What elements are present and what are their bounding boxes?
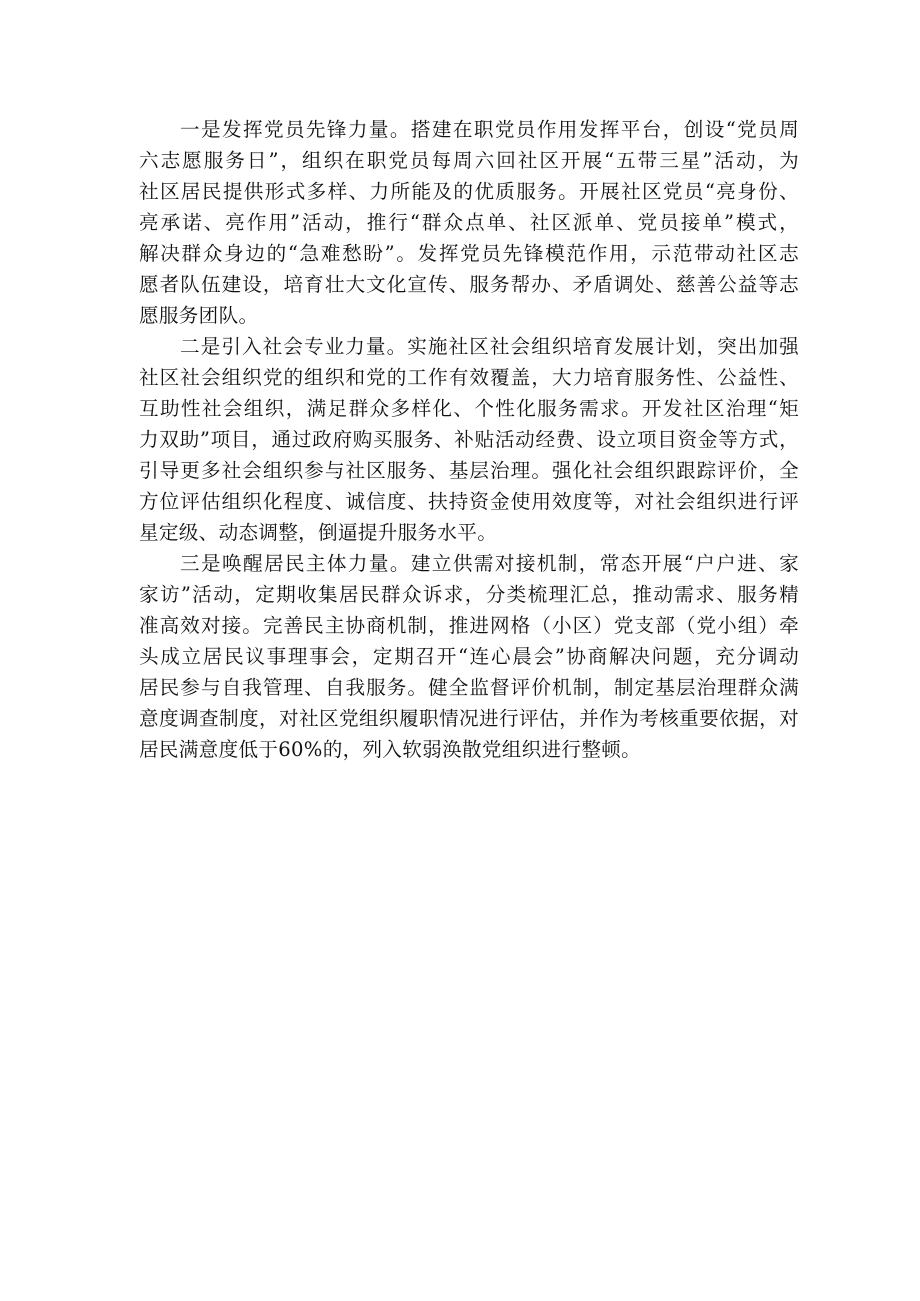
paragraph-line: 互助性社会组织，满足群众多样化、个性化服务需求。开发社区治理“矩 [139, 397, 799, 420]
paragraph-3 [139, 548, 799, 765]
paragraph-line: 亮承诺、亮作用”活动，推行“群众点单、社区派单、党员接单”模式， [139, 211, 799, 234]
paragraph-line: 愿服务团队。 [139, 304, 259, 327]
paragraph-line: 社区社会组织党的组织和党的工作有效覆盖，大力培育服务性、公益性、 [139, 366, 799, 389]
paragraph-line: 方位评估组织化程度、诚信度、扶持资金使用效度等，对社会组织进行评 [139, 490, 799, 513]
paragraph-line: 居民参与自我管理、自我服务。健全监督评价机制，制定基层治理群众满 [139, 676, 799, 699]
paragraph-1 [139, 114, 799, 331]
paragraph-line: 三是唤醒居民主体力量。建立供需对接机制，常态开展“户户进、家 [180, 552, 799, 575]
paragraph-line: 二是引入社会专业力量。实施社区社会组织培育发展计划，突出加强 [180, 335, 799, 358]
paragraph-line: 解决群众身边的“急难愁盼”。发挥党员先锋模范作用，示范带动社区志 [139, 242, 799, 265]
paragraph-line: 居民满意度低于60%的，列入软弱涣散党组织进行整顿。 [139, 738, 642, 761]
paragraph-line: 家访”活动，定期收集居民群众诉求，分类梳理汇总，推动需求、服务精 [139, 583, 799, 606]
paragraph-line: 星定级、动态调整，倒逼提升服务水平。 [139, 521, 498, 544]
paragraph-line: 头成立居民议事理事会，定期召开“连心晨会”协商解决问题，充分调动 [139, 645, 799, 668]
paragraph-line: 愿者队伍建设，培育壮大文化宣传、服务帮办、矛盾调处、慈善公益等志 [139, 273, 799, 296]
document-body [139, 114, 799, 765]
paragraph-line: 意度调查制度，对社区党组织履职情况进行评估，并作为考核重要依据，对 [139, 707, 799, 730]
paragraph-line: 引导更多社会组织参与社区服务、基层治理。强化社会组织跟踪评价，全 [139, 459, 799, 482]
paragraph-2 [139, 331, 799, 548]
paragraph-line: 一是发挥党员先锋力量。搭建在职党员作用发挥平台，创设“党员周 [180, 118, 800, 141]
paragraph-line: 准高效对接。完善民主协商机制，推进网格（小区）党支部（党小组）牵 [139, 614, 799, 637]
paragraph-line: 六志愿服务日”，组织在职党员每周六回社区开展“五带三星”活动，为 [139, 149, 799, 172]
paragraph-line: 社区居民提供形式多样、力所能及的优质服务。开展社区党员“亮身份、 [139, 180, 799, 203]
paragraph-line: 力双助”项目，通过政府购买服务、补贴活动经费、设立项目资金等方式， [139, 428, 799, 451]
